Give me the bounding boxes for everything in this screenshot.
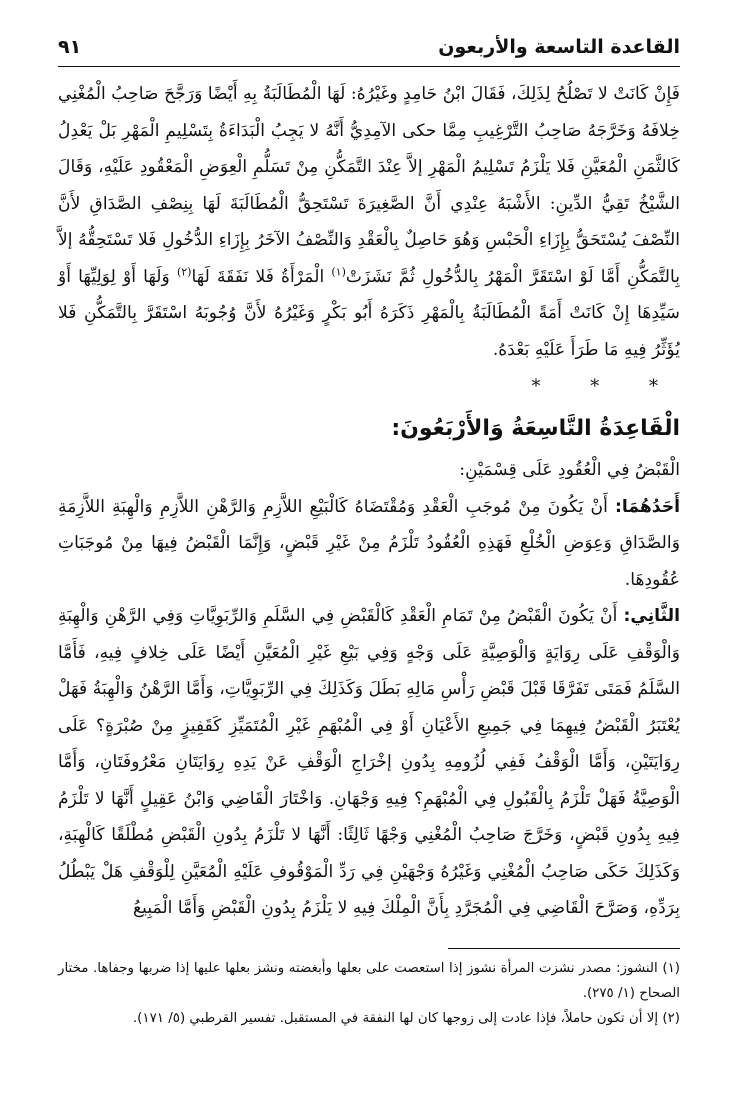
rule-subtitle: الْقَبْضُ فِي الْعُقُودِ عَلَى قِسْمَيْنِ: <box>459 460 680 480</box>
second-division-lead: الثَّانِي: <box>623 606 680 626</box>
rule-title: الْقَاعِدَةُ التَّاسِعَةُ وَالأَرْبَعُونَ: <box>391 416 680 441</box>
page-number: ٩١ <box>58 36 82 58</box>
second-division-paragraph <box>58 598 680 927</box>
footnote-1: (١) النشوز: مصدر نشزت المرأة نشوز إذا استعصت على بعلها وأبغضته ونشز بعلها عليها إذا ضربها وجفاها. مختار الصحاح (١/ ٢٧٥). <box>58 961 680 1001</box>
intro-text-part-3: وَلَهَا أَوْ لِوَلِيِّهَا أَوْ سَيِّدِهَا إِنْ كَانَتْ أَمَةً الْمُطَالَبَةُ بِالْمَهْرِ ذَكَرَهُ أَبُو بَكْرٍ وَغَيْرُهُ لأَنَّ وُجُوبَهُ اسْتَقَرَّ بِالتَّمَكُّنِ فَلا يُؤَثِّرُ فِيهِ مَا طَرَأَ عَلَيْهِ بَعْدَهُ. <box>58 266 680 360</box>
second-division-text: أَنْ يَكُونَ الْقَبْضُ مِنْ تَمَامِ الْعَقْدِ كَالْقَبْضِ فِي السَّلَمِ وَالرِّبَوِيَّاتِ وَفِي الرَّهْنِ وَالْهِبَةِ وَالْوَقْفِ عَلَى رِوَايَةٍ وَالْوَصِيَّةِ عَلَى وَجْهٍ وَفِي بَيْعِ غَيْرِ الْمُعَيَّنِ أَيْضًا عَلَى خِلافٍ فِيهِ، فَأَمَّا السَّلَمُ فَمَتَى تَفَرَّقَا قَبْلَ قَبْضِ رَأْسِ مَالِهِ بَطَلَ وَكَذَلِكَ فِي الرِّبَوِيَّاتِ، وَأَمَّا الرَّهْنُ وَالْهِبَةُ فَهَلْ يُعْتَبَرُ الْقَبْضُ فِيهِمَا فِي جَمِيعِ الأَعْيَانِ أَوْ فِي الْمُبْهَمِ غَيْرِ الْمُتَمَيِّزِ كَقَفِيزٍ مِنْ صُبْرَةٍ؟ عَلَى رِوَايَتَيْنِ، وَأَمَّا الْوَقْفُ فَفِي لُزُومِهِ بِدُونِ إخْرَاجِ الْوَقْفِ عَنْ يَدِهِ رِوَايَتَانِ مَعْرُوفَتَانِ، وَأَمَّا الْوَصِيَّةُ فَهَلْ تَلْزَمُ بِالْقَبُولِ فِي الْمُبْهَمِ؟ فِيهِ وَجْهَانِ. وَاخْتَارَ الْقَاضِي وَابْنُ عَقِيلٍ أَنَّهَا لا تَلْزَمُ فِيهِ بِدُونِ قَبْضٍ، وَخَرَّجَ صَاحِبُ الْمُغْنِي وَجْهًا ثَالِثًا: أَنَّهَا لا تَلْزَمُ بِدُونِ الْقَبْضِ مُطْلَقًا كَالْهِبَةِ، وَكَذَلِكَ حَكَى صَاحِبُ الْمُغْنِي وَغَيْرُهُ وَجْهَيْنِ فِي رَدِّ الْمَوْقُوفِ عَلَيْهِ الْمُعَيَّنِ لِلْوَقْفِ هَلْ يَبْطُلُ بِرَدِّهِ، وَصَرَّحَ الْقَاضِي فِي الْمُجَرَّدِ بِأَنَّ الْمِلْكَ فِيهِ لا يَلْزَمُ بِدُونِ الْقَبْضِ وَأَمَّا الْمَبِيعُ <box>58 606 680 918</box>
footnote-2: (٢) إلا أن تكون حاملاً، فإذا عادت إلى زوجها كان لها النفقة في المستقبل. تفسير القرطبي (٥/ ١٧١). <box>132 1011 680 1026</box>
page-header <box>58 34 680 67</box>
first-division-lead: أَحَدُهُمَا: <box>615 496 680 517</box>
running-title: القاعدة التاسعة والأربعون <box>438 36 680 58</box>
intro-paragraph <box>58 76 680 368</box>
section-separator: * * * <box>531 376 680 397</box>
footnote-ref-1: (١) <box>331 264 346 278</box>
first-division-text: أَنْ يَكُونَ مِنْ مُوجَبِ الْعَقْدِ وَمُقْتَضَاهُ كَالْبَيْعِ اللاَّزِمِ وَالرَّهْنِ اللاَّزِمِ وَالْهِبَةِ اللاَّزِمَةِ وَالصَّدَاقِ وَعِوَضِ الْخُلْعِ فَهَذِهِ الْعُقُودُ تَلْزَمُ مِنْ غَيْرِ قَبْضٍ، وَإِنَّمَا الْقَبْضُ فِيهَا مِنْ مُوجَبَاتِ عُقُودِهَا. <box>58 496 680 590</box>
footnote-ref-2: (٢) <box>176 264 192 278</box>
intro-text-part-1: فَإِنْ كَانَتْ لا تَصْلُحُ لِذَلِكَ، فَقَالَ ابْنُ حَامِدٍ وغَيْرُهُ: لَهَا الْمُطَالَبَةُ بِهِ أَيْضًا وَرَجَّحَ صَاحِبُ الْمُغْنِي خِلافَهُ وَخَرَّجَهُ صَاحِبُ التَّرْغِيبِ مِمَّا حكى الآمِدِيُّ أَنَّهُ لا يَجِبُ الْبَدَاءَةُ بِتَسْلِيمِ الْمَهْرِ بَلْ يَعْدِلُ كَالثَّمَنِ الْمُعَيَّنِ فَلا يَلْزَمُ تَسْلِيمُ الْمَهْرِ إلاَّ عِنْدَ التَّمَكُّنِ مِنْ تَسَلُّمِ الْعِوَضِ الْمَعْقُودِ عَلَيْهِ، وَقَالَ الشَّيْخُ تَقِيُّ الدِّينِ: الأَشْبَهُ عِنْدِي أَنَّ الصَّغِيرَةَ تَسْتَحِقُّ الْمُطَالَبَةَ لَهَا بِنِصْفِ الصَّدَاقِ لأَنَّ النِّصْفَ يُسْتَحَقُّ بِإِزَاءِ الْحَبْسِ وَهُوَ حَاصِلٌ بِالْعَقْدِ وَالنِّصْفُ الآخَرُ بِإِزَاءِ الدُّخُولِ فَلا تَسْتَحِقُّهُ إلاَّ بِالتَّمَكُّنِ أَمَّا لَوْ اسْتَقَرَّ الْمَهْرُ بِالدُّخُولِ ثُمَّ نَشَزَتْ <box>58 84 681 287</box>
footnotes <box>58 956 680 1031</box>
page-body <box>58 76 680 927</box>
footnote-divider <box>448 948 680 949</box>
intro-text-part-2: الْمَرْأَةُ فَلا نَفَقَةَ لَهَا <box>191 266 332 287</box>
first-division-paragraph <box>58 489 680 599</box>
